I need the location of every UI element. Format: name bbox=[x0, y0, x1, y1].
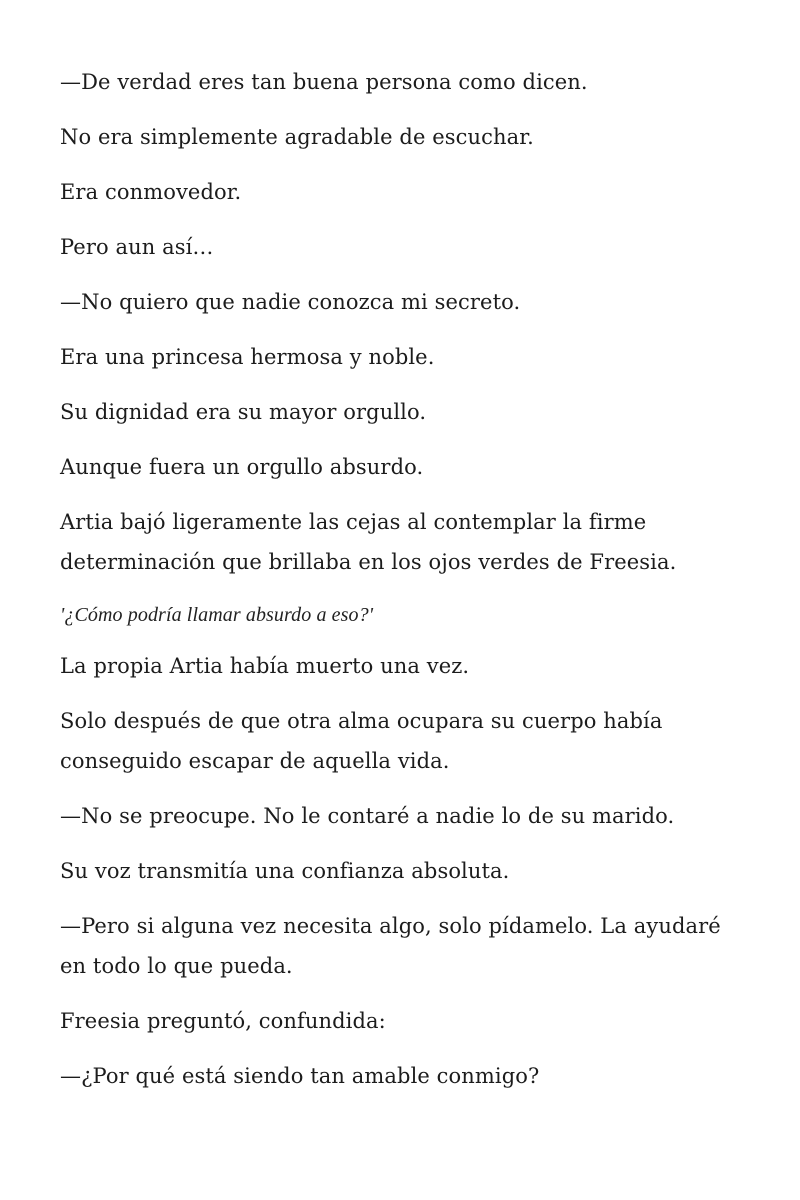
document-page bbox=[60, 62, 750, 1111]
paragraph: —De verdad eres tan buena persona como dicen. bbox=[60, 70, 588, 94]
paragraph: —¿Por qué está siendo tan amable conmigo? bbox=[60, 1064, 540, 1088]
paragraph: Su voz transmitía una confianza absoluta. bbox=[60, 859, 510, 883]
inner-thought-paragraph: '¿Cómo podría llamar absurdo a eso?' bbox=[60, 604, 374, 626]
paragraph: La propia Artia había muerto una vez. bbox=[60, 654, 470, 678]
paragraph: —No se preocupe. No le contaré a nadie lo de su marido. bbox=[60, 804, 675, 828]
paragraph: Aunque fuera un orgullo absurdo. bbox=[60, 455, 424, 479]
paragraph: Solo después de que otra alma ocupara su cuerpo había conseguido escapar de aquella vida. bbox=[60, 709, 663, 773]
paragraph: Era una princesa hermosa y noble. bbox=[60, 345, 435, 369]
paragraph: Su dignidad era su mayor orgullo. bbox=[60, 400, 427, 424]
paragraph: —Pero si alguna vez necesita algo, solo pídamelo. La ayudaré en todo lo que pueda. bbox=[60, 914, 721, 978]
paragraph: Era conmovedor. bbox=[60, 180, 242, 204]
paragraph: Freesia preguntó, confundida: bbox=[60, 1009, 386, 1033]
paragraph: Artia bajó ligeramente las cejas al contemplar la firme determinación que brillaba en los ojos verdes de Freesia. bbox=[60, 510, 677, 574]
paragraph: No era simplemente agradable de escuchar. bbox=[60, 125, 534, 149]
paragraph: Pero aun así… bbox=[60, 235, 214, 259]
paragraph: —No quiero que nadie conozca mi secreto. bbox=[60, 290, 521, 314]
